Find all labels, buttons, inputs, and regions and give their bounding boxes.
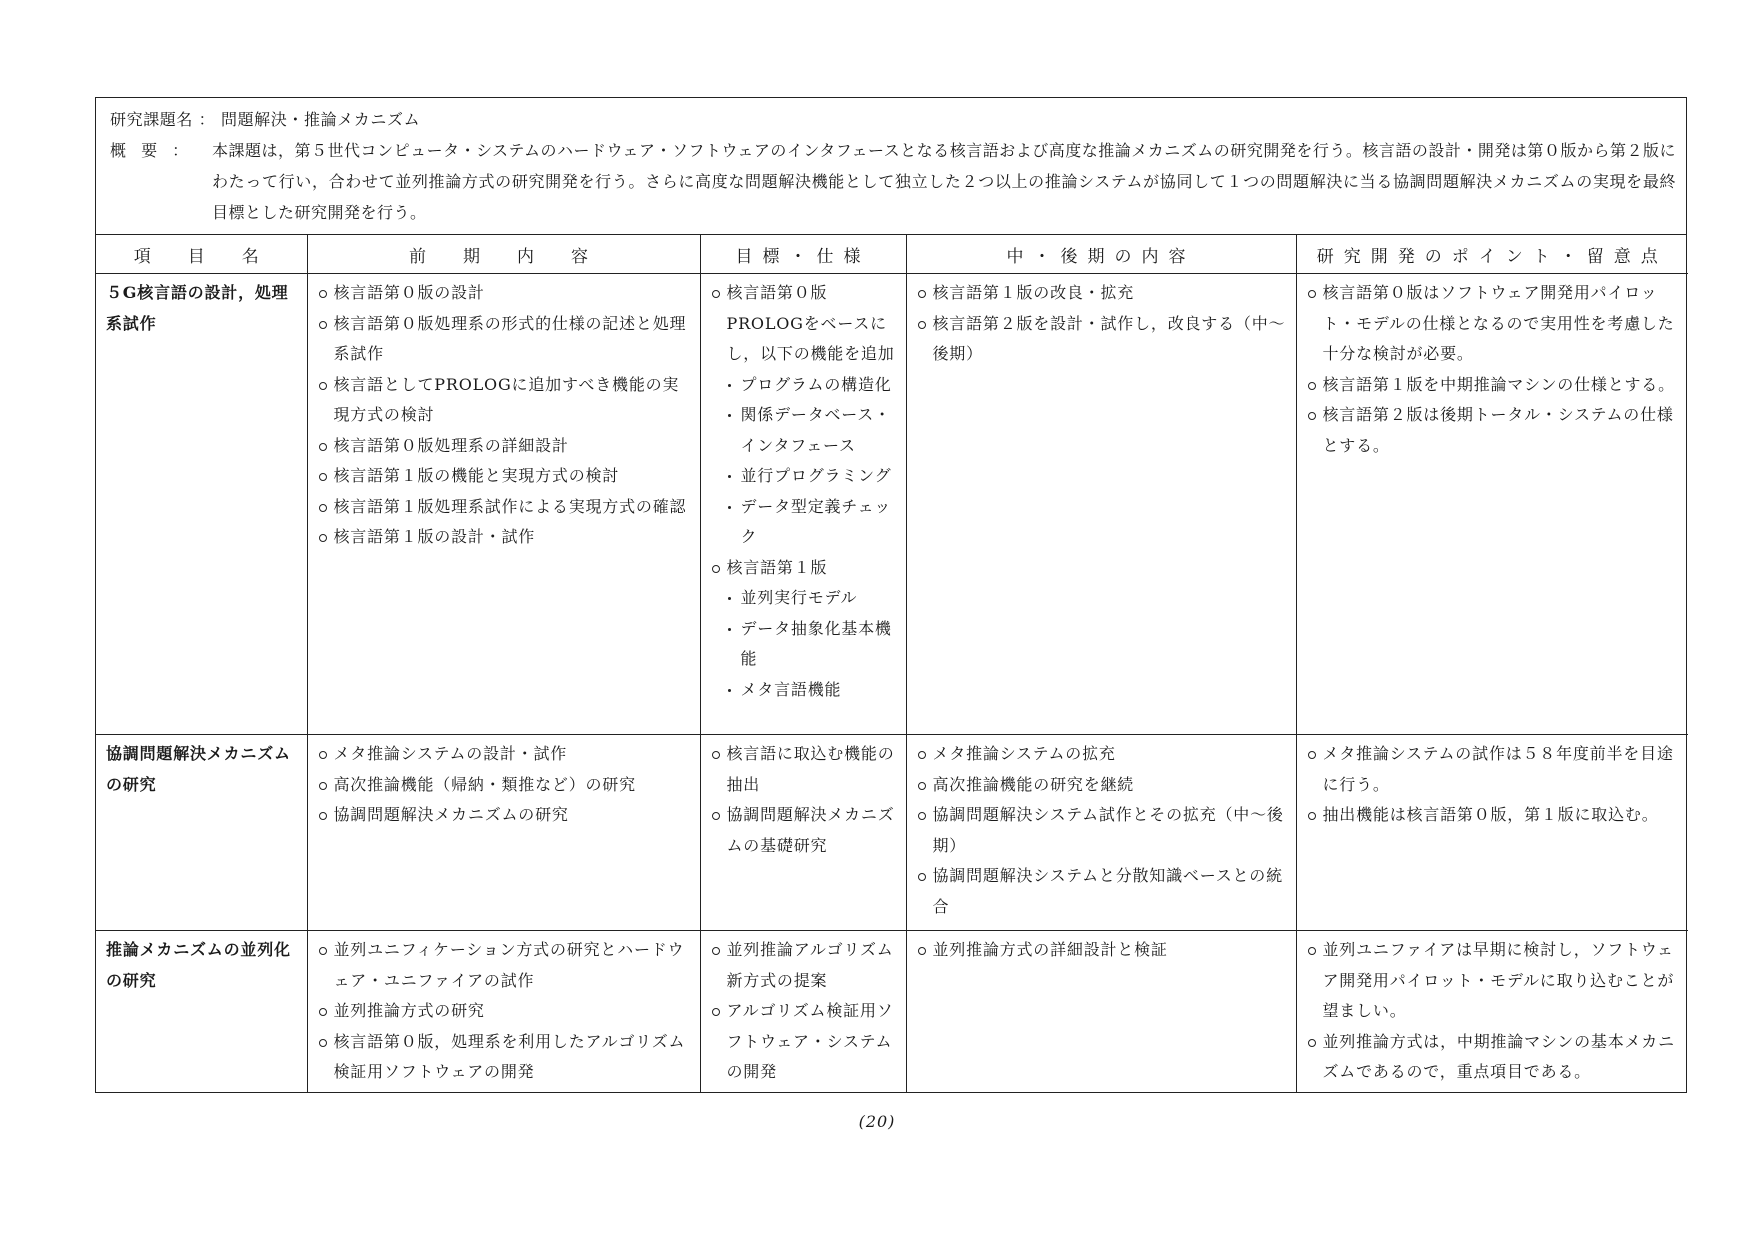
later-content-cell bbox=[906, 274, 1296, 735]
goals-cell bbox=[700, 274, 906, 735]
table-row bbox=[96, 931, 1688, 1092]
goals-cell bbox=[700, 931, 906, 1092]
header-points: 研究開発のポイント・留意点 bbox=[1296, 235, 1688, 274]
list-item: 並列実行モデル bbox=[711, 583, 898, 614]
list-item: 高次推論機能の研究を継続 bbox=[917, 770, 1288, 801]
list-item: データ型定義チェック bbox=[711, 492, 898, 553]
points-cell bbox=[1296, 931, 1688, 1092]
list-item: 並列ユニファイアは早期に検討し，ソフトウェア開発用パイロット・モデルに取り込むことが望ましい。 bbox=[1307, 935, 1681, 1027]
list-item: 核言語第１版の機能と実現方式の検討 bbox=[318, 461, 692, 492]
research-title: 問題解決・推論メカニズム bbox=[220, 110, 421, 129]
list-item: 核言語第２版を設計・試作し，改良する（中～後期） bbox=[917, 309, 1288, 370]
list-item: メタ推論システムの設計・試作 bbox=[318, 739, 692, 770]
list-item: 協調問題解決メカニズムの基礎研究 bbox=[711, 800, 898, 861]
list-item: 並列推論方式の詳細設計と検証 bbox=[917, 935, 1288, 966]
list-item: データ抽象化基本機能 bbox=[711, 614, 898, 675]
list-item: 並列推論方式の研究 bbox=[318, 996, 692, 1027]
list-item: 高次推論機能（帰納・類推など）の研究 bbox=[318, 770, 692, 801]
list-item: アルゴリズム検証用ソフトウェア・システムの開発 bbox=[711, 996, 898, 1088]
list-item: 協調問題解決システムと分散知識ベースとの統合 bbox=[917, 861, 1288, 922]
list-item: 核言語としてPROLOGに追加すべき機能の実現方式の検討 bbox=[318, 370, 692, 431]
list-item: 核言語第１版処理系試作による実現方式の確認 bbox=[318, 492, 692, 523]
list-item: 核言語第０版はソフトウェア開発用パイロット・モデルの仕様となるので実用性を考慮した十分な検討が必要。 bbox=[1307, 278, 1681, 370]
points-cell bbox=[1296, 735, 1688, 931]
overview-label: 概 要 ： bbox=[110, 141, 194, 160]
item-name: ５G核言語の設計，処理系試作 bbox=[96, 274, 307, 735]
goals-cell bbox=[700, 735, 906, 931]
points-cell bbox=[1296, 274, 1688, 735]
list-item: 並行プログラミング bbox=[711, 461, 898, 492]
early-content-cell bbox=[307, 735, 700, 931]
overview-text: 本課題は，第５世代コンピュータ・システムのハードウェア・ソフトウェアのインタフェースとなる核言語および高度な推論メカニズムの研究開発を行う。核言語の設計・開発は第０版から第２版にわたって行い，合わせて並列推論方式の研究開発を行う。さらに高度な問題解決機能として独立した２つ以上の推論システムが協同して１つの問題解決に当る協調問題解決メカニズムの実現を最終目標とした研究開発を行う。 bbox=[212, 141, 1676, 222]
list-item: 核言語第１版 bbox=[711, 553, 898, 584]
list-item: 協調問題解決メカニズムの研究 bbox=[318, 800, 692, 831]
list-item: プログラムの構造化 bbox=[711, 370, 898, 401]
list-item: 核言語第０版処理系の詳細設計 bbox=[318, 431, 692, 462]
sheet-header bbox=[96, 98, 1686, 235]
header-goals-spec: 目標・仕様 bbox=[700, 235, 906, 274]
table-row bbox=[96, 735, 1688, 931]
list-item: 核言語第１版の改良・拡充 bbox=[917, 278, 1288, 309]
research-title-label: 研究課題名 ： bbox=[110, 110, 216, 129]
list-item: 核言語に取込む機能の抽出 bbox=[711, 739, 898, 800]
list-item: 核言語第０版 PROLOGをベースにし，以下の機能を追加 bbox=[711, 278, 898, 370]
header-later-content: 中・後期の内容 bbox=[906, 235, 1296, 274]
list-item: メタ推論システムの拡充 bbox=[917, 739, 1288, 770]
early-content-cell bbox=[307, 931, 700, 1092]
list-item: メタ推論システムの試作は５８年度前半を目途に行う。 bbox=[1307, 739, 1681, 800]
table-row bbox=[96, 274, 1688, 735]
list-item: 並列推論方式は，中期推論マシンの基本メカニズムであるので，重点項目である。 bbox=[1307, 1027, 1681, 1088]
list-item: 並列推論アルゴリズム新方式の提案 bbox=[711, 935, 898, 996]
list-item: 核言語第０版の設計 bbox=[318, 278, 692, 309]
list-item: 抽出機能は核言語第０版，第１版に取込む。 bbox=[1307, 800, 1681, 831]
later-content-cell bbox=[906, 931, 1296, 1092]
early-content-cell bbox=[307, 274, 700, 735]
list-item: メタ言語機能 bbox=[711, 675, 898, 706]
list-item: 核言語第１版の設計・試作 bbox=[318, 522, 692, 553]
table-header-row bbox=[96, 235, 1688, 274]
list-item: 協調問題解決システム試作とその拡充（中～後期） bbox=[917, 800, 1288, 861]
later-content-cell bbox=[906, 735, 1296, 931]
list-item: 核言語第２版は後期トータル・システムの仕様とする。 bbox=[1307, 400, 1681, 461]
list-item: 関係データベース・インタフェース bbox=[711, 400, 898, 461]
overview-block bbox=[110, 135, 1676, 228]
header-early-content: 前 期 内 容 bbox=[307, 235, 700, 274]
list-item: 核言語第０版処理系の形式的仕様の記述と処理系試作 bbox=[318, 309, 692, 370]
page-number: (20) bbox=[858, 1112, 896, 1131]
item-name: 協調問題解決メカニズムの研究 bbox=[96, 735, 307, 931]
item-name: 推論メカニズムの並列化の研究 bbox=[96, 931, 307, 1092]
list-item: 核言語第１版を中期推論マシンの仕様とする。 bbox=[1307, 370, 1681, 401]
list-item: 核言語第０版，処理系を利用したアルゴリズム検証用ソフトウェアの開発 bbox=[318, 1027, 692, 1088]
research-title-line bbox=[110, 104, 1676, 135]
header-item-name: 項 目 名 bbox=[96, 235, 307, 274]
research-sheet bbox=[95, 97, 1687, 1093]
list-item: 並列ユニフィケーション方式の研究とハードウェア・ユニファイアの試作 bbox=[318, 935, 692, 996]
research-table bbox=[96, 235, 1688, 1092]
